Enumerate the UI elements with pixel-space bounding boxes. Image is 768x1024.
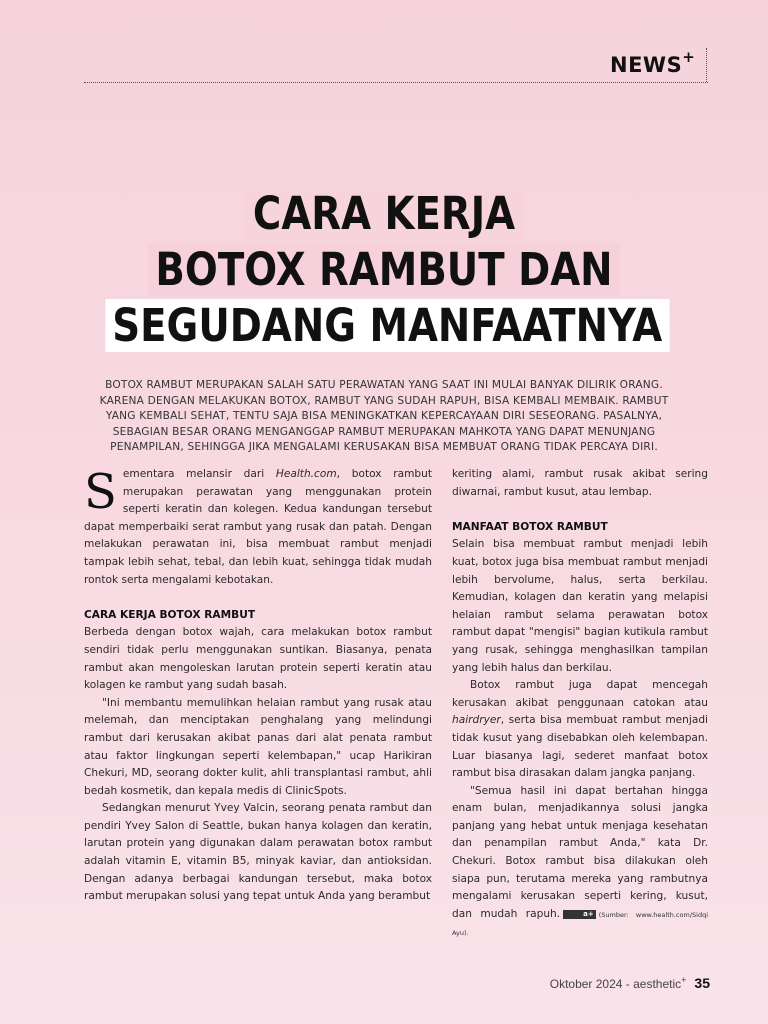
header-vertical-rule <box>706 48 707 82</box>
source-credit: (Sumber: www.health.com/Sidqi Ayu). <box>452 910 708 938</box>
article-title <box>105 186 662 354</box>
page-footer <box>520 975 710 991</box>
paragraph-manfaat: Selain bisa membuat rambut menjadi lebih kuat, botox juga bisa membuat rambut menjadi lebih bervolume, halus, serta berkilau. Kemudian, kolagen dan keratin yang melapisi helaian rambut selama perawatan botox rambut dapat "mengisi" bagian kutikula rambut yang rusak, sehingga menghasilkan tampilan yang lebih halus dan berkilau. <box>452 538 708 674</box>
source-reference: Health.com <box>275 468 337 480</box>
issue-plus-mark: + <box>681 975 687 985</box>
right-column <box>452 466 708 943</box>
paragraph-valcin: Sedangkan menurut Yvey Valcin, seorang penata rambut dan pendiri Yvey Salon di Seattle, bukan hanya kolagen dan keratin, larutan protein yang digunakan dalam perawatan botox rambut adalah vitamin E, vitamin B5, minyak kaviar, dan antioksidan. Dengan adanya berbagai kandungan tersebut, maka botox rambut merupakan solusi yang tepat untuk Anda yang berambut <box>84 802 432 903</box>
section-plus-mark: + <box>682 48 696 66</box>
italic-term: hairdryer <box>452 714 501 727</box>
page-number: 35 <box>694 975 710 991</box>
title-line-2: BOTOX RAMBUT DAN <box>149 243 620 296</box>
paragraph-cara-kerja: Berbeda dengan botox wajah, cara melakukan botox rambut sendiri tidak perlu menggunakan suntikan. Biasanya, penata rambut akan mengoleskan larutan protein seperti keratin atau kolagen ke rambut yang sudah basah. <box>84 626 432 692</box>
intro-paragraph: Sementara melansir dari Health.com, botox rambut merupakan perawatan yang menggunakan protein seperti keratin dan kolegen. Kedua kandungan tersebut dapat memperbaiki serat rambut yang rusak dan patah. Dengan melakukan perawatan ini, bisa membuat rambut menjadi tampak lebih sehat, tebal, dan lebih kuat, sehingga tidak mudah rontok serta mengalami kebotakan. <box>84 464 432 586</box>
drop-cap: S <box>84 464 117 520</box>
closing-paragraph: "Semua hasil ini dapat bertahan hingga enam bulan, menjadikannya solusi jangka panjang yang hebat untuk menjaga kesehatan dan penampilan rambut Anda," kata Dr. Chekuri. Botox rambut bisa dilakukan oleh siapa pun, terutama mereka yang rambutnya mengalami kerusakan seperti kering, kusut, dan mudah rapuh. a+ (Sumber: www.health.com/Sidqi Ayu). <box>452 784 708 938</box>
header-rule <box>84 82 708 83</box>
left-column <box>84 466 432 906</box>
title-line-1: CARA KERJA <box>246 187 522 240</box>
continued-paragraph: keriting alami, rambut rusak akibat sering diwarnai, rambut kusut, atau lembap. <box>452 468 708 498</box>
magazine-badge: a+ <box>563 910 596 919</box>
title-line-3: SEGUDANG MANFAATNYA <box>105 299 669 352</box>
lead-paragraph: BOTOX RAMBUT MERUPAKAN SALAH SATU PERAWATAN YANG SAAT INI MULAI BANYAK DILIRIK ORANG. KARENA DENGAN MELAKUKAN BOTOX, RAMBUT YANG SUDAH RAPUH, BISA KEMBALI MEMBAIK. RAMBUT YANG KEMBALI SEHAT, TENTU SAJA BISA MENINGKATKAN KEPERCAYAAN DIRI SESEORANG. PASALNYA, SEBAGIAN BESAR ORANG MENGANGGAP RAMBUT MERUPAKAN MAHKOTA YANG DAPAT MENUNJANG PENAMPILAN, SEHINGGA JIKA MENGALAMI KERUSAKAN BISA MEMBUAT ORANG TIDAK PERCAYA DIRI. <box>99 379 669 454</box>
subheading-manfaat: MANFAAT BOTOX RAMBUT <box>452 520 608 533</box>
section-label: NEWS+ <box>610 48 696 77</box>
quote-paragraph-chekuri: "Ini membantu memulihkan helaian rambut yang rusak atau melemah, dan menciptakan penghalang yang melindungi rambut dari kerusakan akibat panas dari alat penata rambut atau faktor lingkungan seperti kelembapan," ucap Harikiran Chekuri, MD, seorang dokter kulit, ahli transplantasi rambut, ahli bedah kosmetik, dan kepala medis di ClinicSpots. <box>84 696 432 797</box>
subheading-cara-kerja: CARA KERJA BOTOX RAMBUT <box>84 608 256 621</box>
paragraph-hairdryer: Botox rambut juga dapat mencegah kerusakan akibat penggunaan catokan atau hairdryer, serta bisa membuat rambut menjadi tidak kusut yang disebabkan oleh kelembapan. Luar biasanya lagi, sederet manfaat botox rambut bisa dirasakan dalam jangka panjang. <box>452 679 708 780</box>
issue-label: Oktober 2024 - aesthetic <box>549 977 682 991</box>
